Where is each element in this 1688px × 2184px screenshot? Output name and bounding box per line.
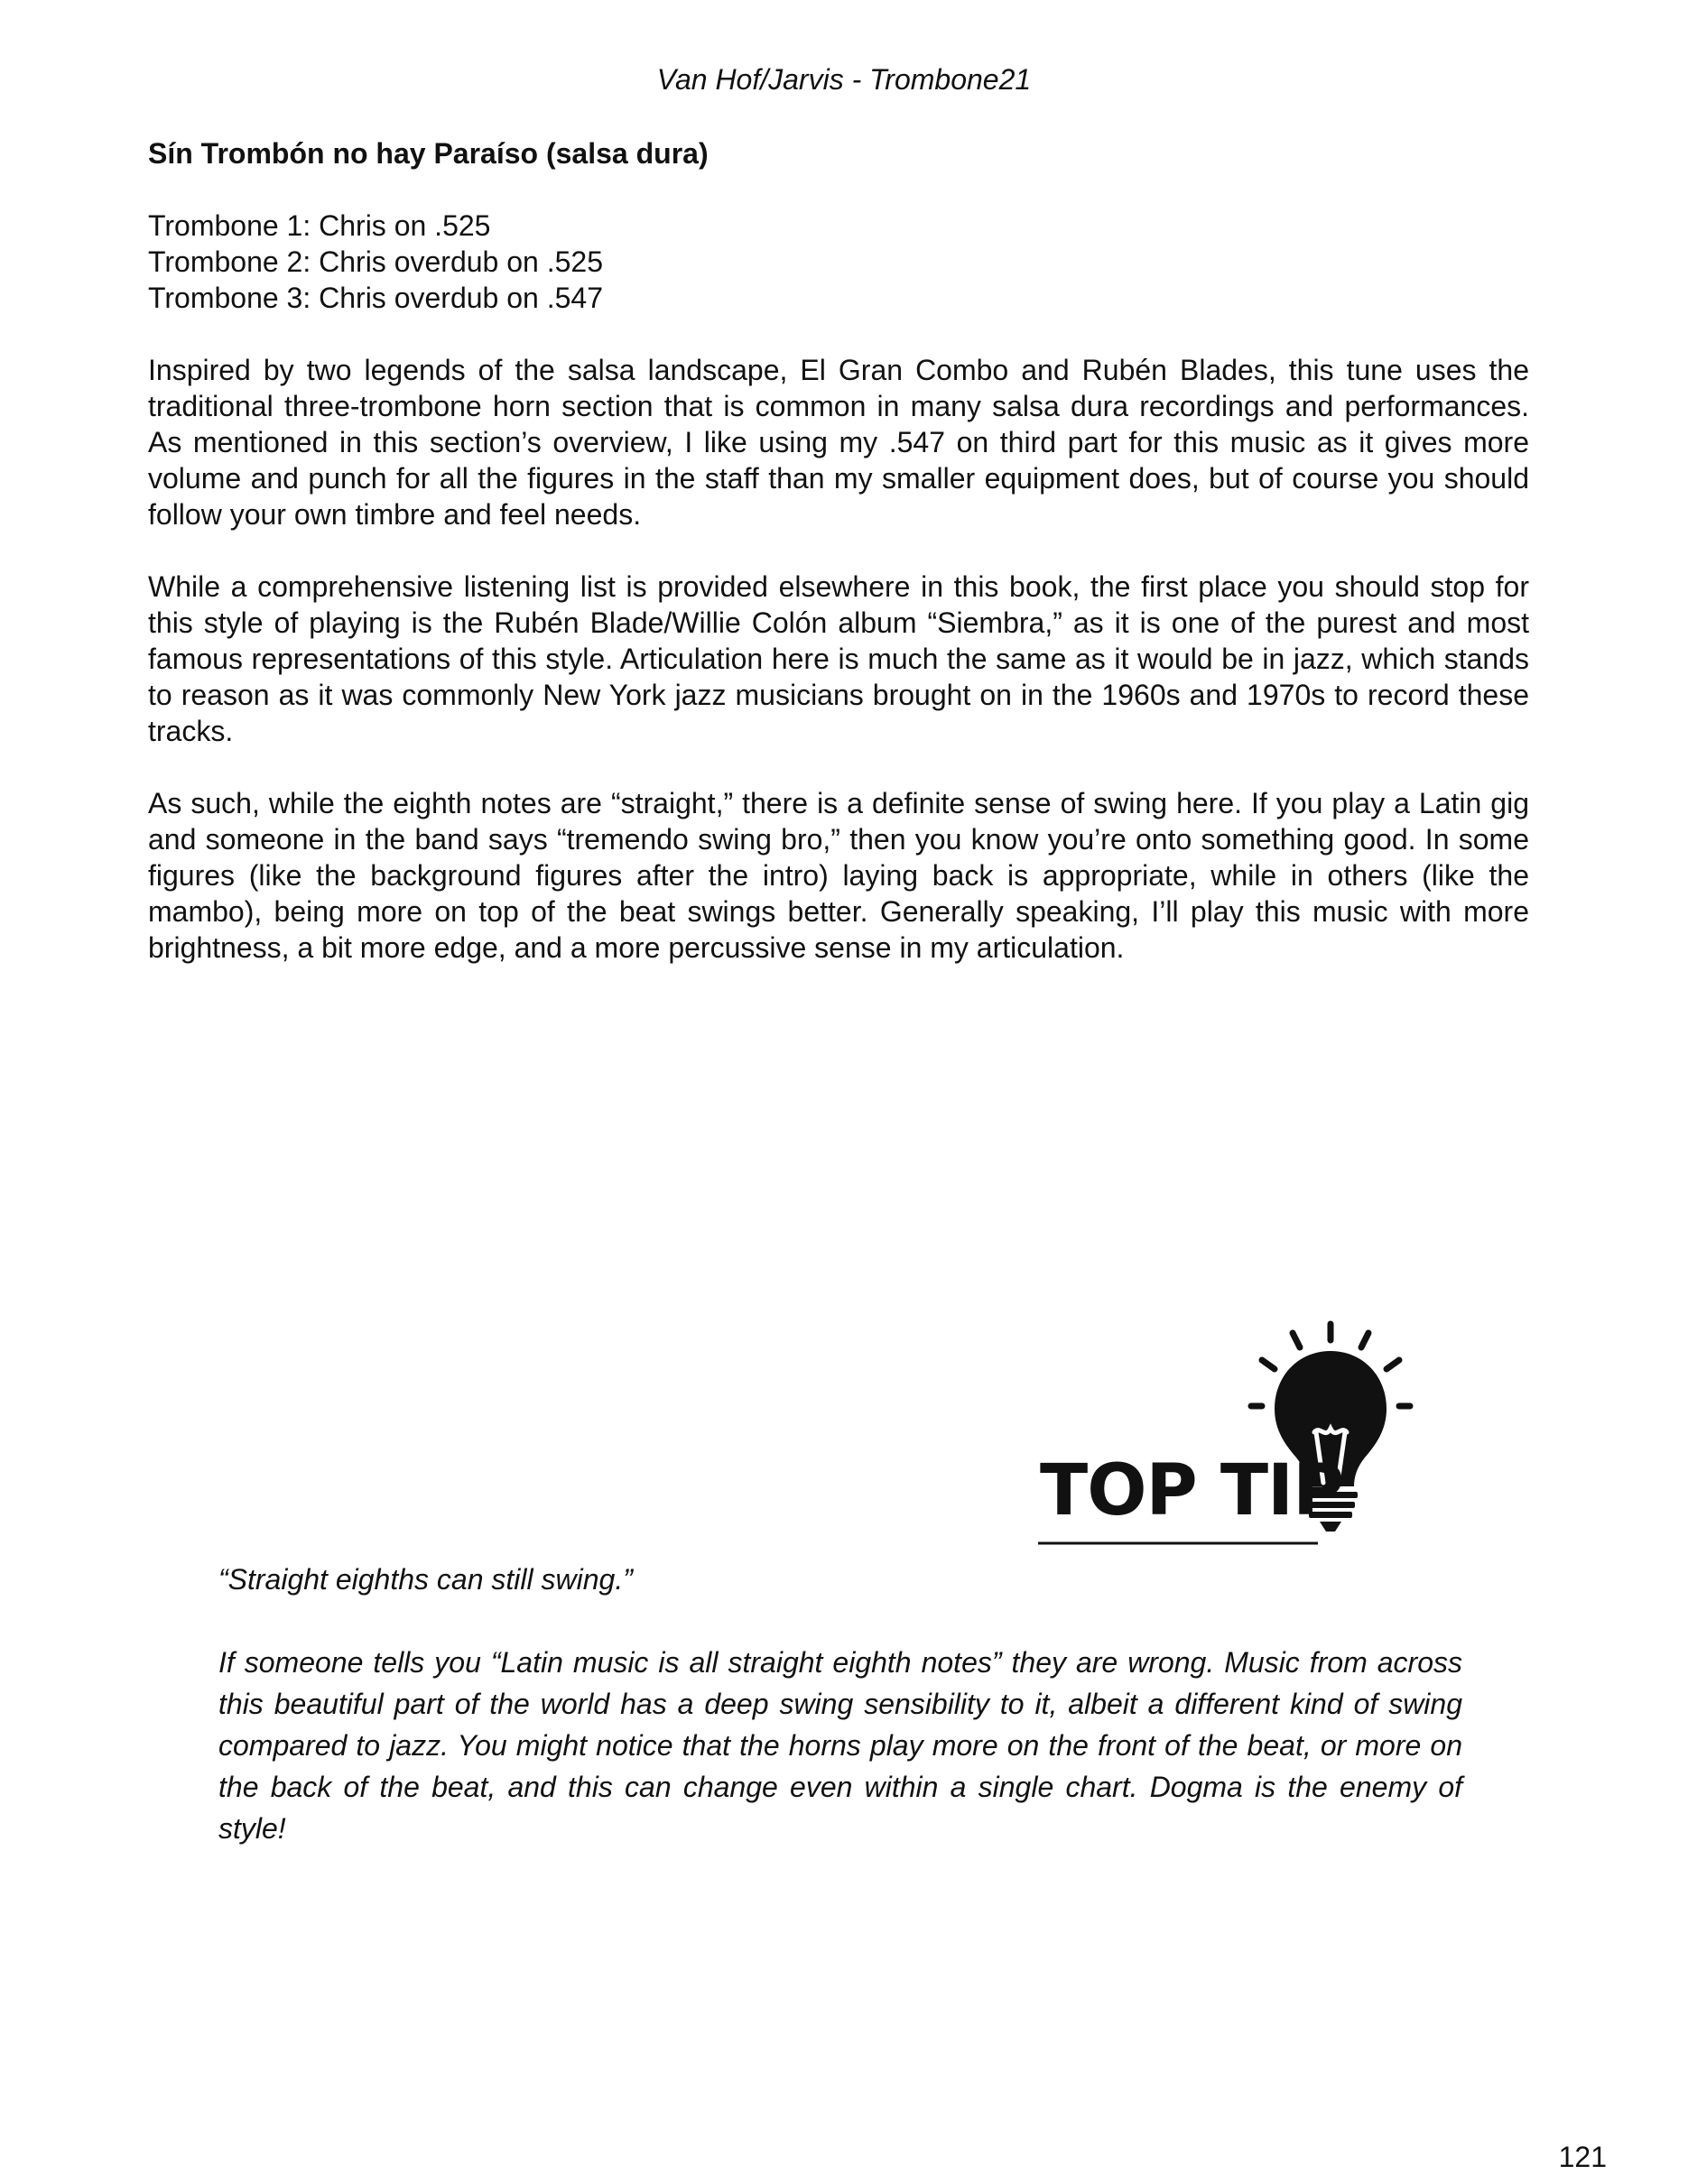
top-tip-label: TOP TIP [1040,1450,1344,1532]
paragraph: While a comprehensive listening list is provided elsewhere in this book, the first place you should stop for this style of playing is the Rubén Blade/Willie Colón album “Siembra,” as it is one of the purest and most famous representations of this style. Articulation here is much the same as it would be in jazz, which stands to reason as it was commonly New York jazz musicians brought on in the 1960s and 1970s to record these tracks. [148,570,1529,747]
lineup-item: Trombone 2: Chris overdub on .525 [148,245,603,278]
top-tip-text [218,1559,1462,1849]
top-tip-graphic [1038,1313,1480,1548]
main-content [148,135,1529,1002]
tip-body: If someone tells you “Latin music is all straight eighth notes” they are wrong. Music from across this beautiful part of the world has a deep swing sensibility to it, albeit a different kind of swing compared to jazz. You might notice that the horns play more on the front of the beat, or more on the back of the beat, and this can change even within a single chart. Dogma is the enemy of style! [218,1646,1462,1845]
running-header: Van Hof/Jarvis - Trombone21 [656,63,1032,96]
paragraph: Inspired by two legends of the salsa landscape, El Gran Combo and Rubén Blades, this tune uses the traditional three-trombone horn section that is common in many salsa dura recordings and performances. As mentioned in this section’s overview, I like using my .547 on third part for this music as it gives more volume and punch for all the figures in the staff than my smaller equipment does, but of course you should follow your own timbre and feel needs. [148,354,1529,531]
page-number: 121 [1558,2141,1607,2173]
lineup-item: Trombone 1: Chris on .525 [148,209,491,242]
tip-quote: “Straight eighths can still swing.” [218,1563,633,1596]
paragraph: As such, while the eighth notes are “straight,” there is a definite sense of swing here. If you play a Latin gig and someone in the band says “tremendo swing bro,” then you know you’re onto something good. In some figures (like the background figures after the intro) laying back is appropriate, while in others (like the mambo), being more on top of the beat swings better. Generally speaking, I’ll play this music with more brightness, a bit more edge, and a more percussive sense in my articulation. [148,787,1529,964]
trombone-lineup [148,208,1529,316]
lineup-item: Trombone 3: Chris overdub on .547 [148,282,603,314]
section-title: Sín Trombón no hay Paraíso (salsa dura) [148,137,709,170]
